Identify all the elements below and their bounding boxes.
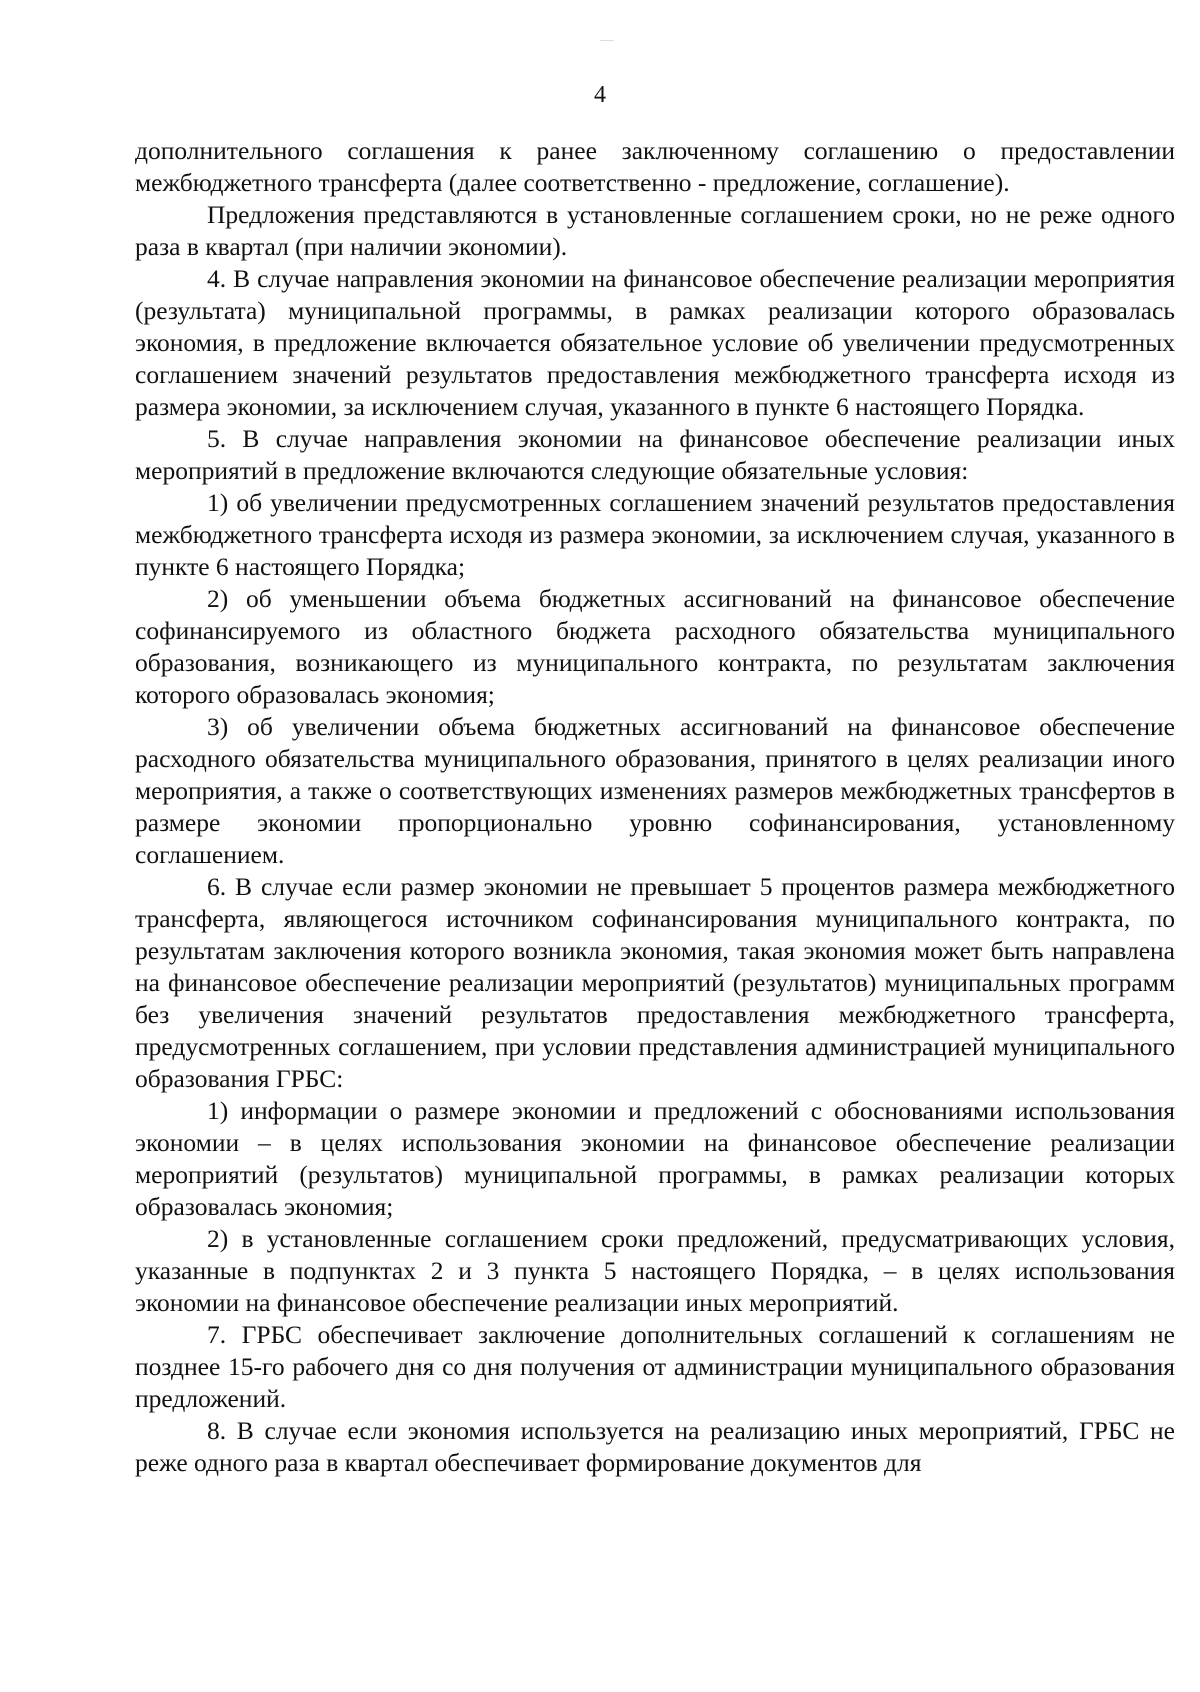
paragraph-item-5-sub-1: 1) об увеличении предусмотренных соглашением значений результатов предоставления межбюджетного трансферта исходя из размера экономии, за исключением случая, указанного в пункте 6 настоящего Порядка;: [135, 488, 1175, 581]
paragraph-item-4: 4. В случае направления экономии на финансовое обеспечение реализации мероприятия (результата) муниципальной программы, в рамках реализации которого образовалась экономия, в предложение включается обязательное условие об увеличении предусмотренных соглашением значений результатов предоставления межбюджетного трансферта исходя из размера экономии, за исключением случая, указанного в пункте 6 настоящего Порядка.: [135, 264, 1175, 421]
page-number: 4: [594, 82, 606, 108]
paragraph-item-7: 7. ГРБС обеспечивает заключение дополнительных соглашений к соглашениям не позднее 15-го рабочего дня со дня получения от администрации муниципального образования предложений.: [135, 1320, 1175, 1413]
paragraph-item-5-sub-3: 3) об увеличении объема бюджетных ассигнований на финансовое обеспечение расходного обязательства муниципального образования, принятого в целях реализации иного мероприятия, а также о соответствующих изменениях размеров межбюджетных трансфертов в размере экономии пропорционально уровню софинансирования, установленному соглашением.: [135, 712, 1175, 869]
paragraph-continuation: дополнительного соглашения к ранее заключенному соглашению о предоставлении межбюджетного трансферта (далее соответственно - предложение, соглашение).: [135, 136, 1175, 197]
paragraph-item-6-sub-1: 1) информации о размере экономии и предложений с обоснованиями использования экономии – в целях использования экономии на финансовое обеспечение реализации мероприятий (результатов) муниципальной программы, в рамках реализации которых образовалась экономия;: [135, 1096, 1175, 1221]
scan-artifact: [600, 40, 614, 41]
document-body: [135, 135, 1175, 1479]
paragraph-item-8: 8. В случае если экономия используется на реализацию иных мероприятий, ГРБС не реже одного раза в квартал обеспечивает формирование документов для: [135, 1416, 1175, 1477]
paragraph-item-5-sub-2: 2) об уменьшении объема бюджетных ассигнований на финансовое обеспечение софинансируемого из областного бюджета расходного обязательства муниципального образования, возникающего из муниципального контракта, по результатам заключения которого образовалась экономия;: [135, 584, 1175, 709]
paragraph-item-6-sub-2: 2) в установленные соглашением сроки предложений, предусматривающих условия, указанные в подпунктах 2 и 3 пункта 5 настоящего Порядка, – в целях использования экономии на финансовое обеспечение реализации иных мероприятий.: [135, 1224, 1175, 1317]
paragraph-proposals: Предложения представляются в установленные соглашением сроки, но не реже одного раза в квартал (при наличии экономии).: [135, 200, 1175, 261]
paragraph-item-6: 6. В случае если размер экономии не превышает 5 процентов размера межбюджетного трансферта, являющегося источником софинансирования муниципального контракта, по результатам заключения которого возникла экономия, такая экономия может быть направлена на финансовое обеспечение реализации мероприятий (результатов) муниципальных программ без увеличения значений результатов предоставления межбюджетного трансферта, предусмотренных соглашением, при условии представления администрацией муниципального образования ГРБС:: [135, 872, 1175, 1093]
paragraph-item-5: 5. В случае направления экономии на финансовое обеспечение реализации иных мероприятий в предложение включаются следующие обязательные условия:: [135, 424, 1175, 485]
